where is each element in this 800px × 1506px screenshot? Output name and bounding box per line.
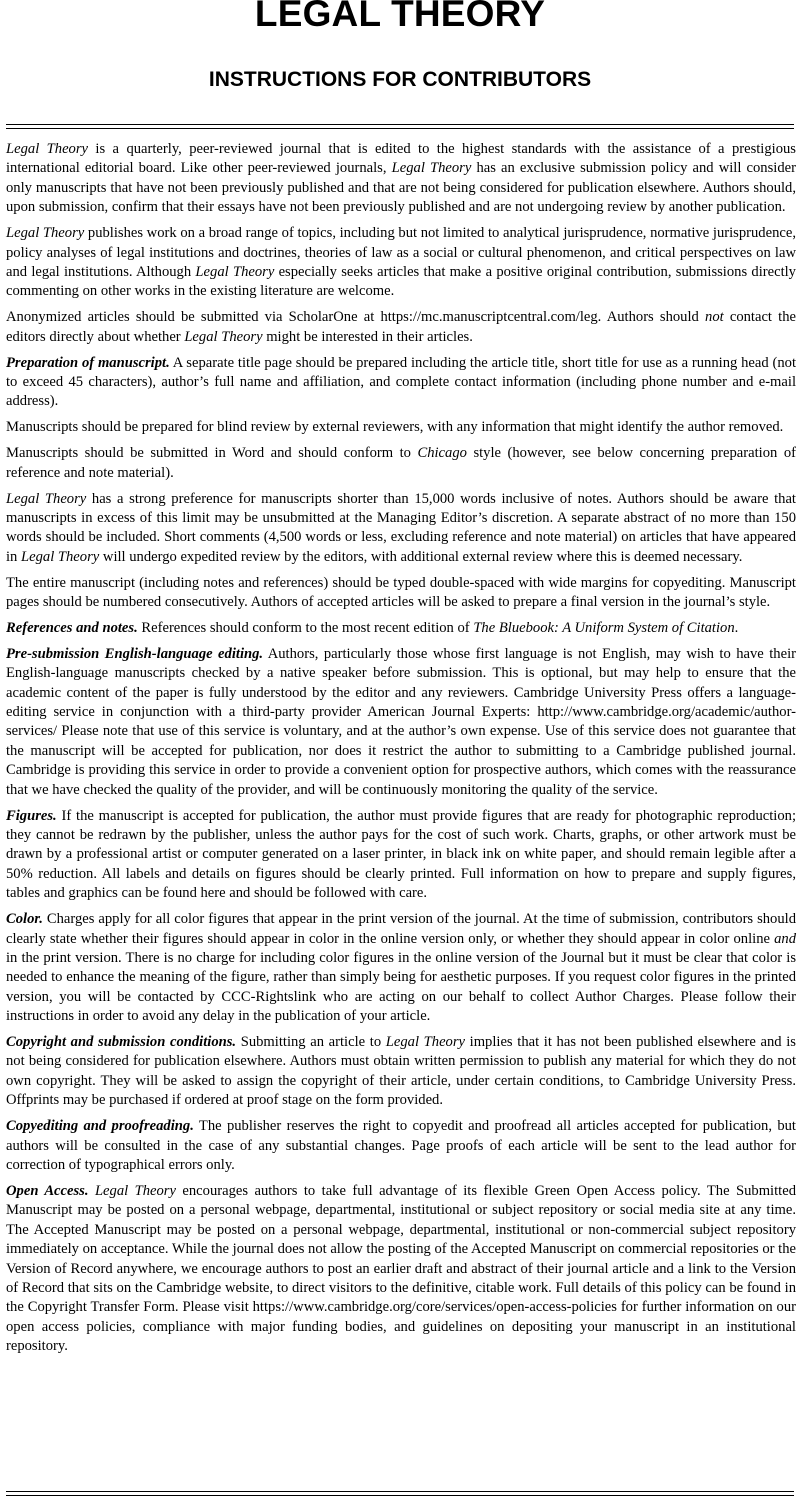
paragraph-text: If the manuscript is accepted for publication, the author must provide figures that are ready for photographic reproduction; they cannot be redrawn by the publisher, unless the author pays for the cost of such work. Charts, graphs, or other artwork must be drawn by a professional artist or computer generated on a laser printer, in black ink on white paper, and should remain legible after a 50% reduction. All labels and details on figures should be clearly printed. Full information on how to prepare and supply figures, tables and graphics can be found here and should be followed with care. xyxy=(6,807,796,902)
paragraph-color xyxy=(6,910,796,1026)
journal-name: Legal Theory xyxy=(6,141,88,157)
paragraph-language-editing xyxy=(6,645,796,800)
emphasis: The Bluebook: A Uniform System of Citation xyxy=(473,619,735,636)
bottom-rule xyxy=(6,1491,794,1492)
paragraph-text: A separate title page should be prepared including the article title, short title for use as a running head (not to exceed 45 characters), author’s full name and affiliation, and complete contact information (including phone number and e-mail address). xyxy=(6,354,796,410)
paragraph-submission xyxy=(6,308,796,347)
paragraph-open-access xyxy=(6,1182,796,1357)
paragraph-text: Manuscripts should be prepared for blind review by external reviewers, with any information that might identify the author removed. xyxy=(6,419,784,436)
paragraph-text: is a quarterly, peer-reviewed journal that is edited to the highest standards with the assistance of a prestigious international editorial board. Like other peer-reviewed journals, xyxy=(6,141,796,177)
journal-name: Legal Theory xyxy=(21,548,100,565)
journal-name: Legal Theory xyxy=(385,1034,465,1051)
section-lead: Open Access. xyxy=(6,1182,89,1199)
paragraph-text: Anonymized articles should be submitted via ScholarOne at https://mc.manuscriptcentral.com/leg. Authors should xyxy=(6,309,706,326)
page-title: LEGAL THEORY xyxy=(254,0,546,34)
page-subtitle: INSTRUCTIONS FOR CONTRIBUTORS xyxy=(208,68,592,91)
section-lead: Figures. xyxy=(6,807,57,824)
paragraph-text: References should conform to the most recent edition of xyxy=(137,619,474,636)
paragraph-text: . xyxy=(734,619,739,636)
section-lead: Copyediting and proofreading. xyxy=(6,1118,194,1135)
paragraph-text: The publisher reserves the right to copyedit and proofread all articles accepted for publication, but authors will be consulted in the case of any substantial changes. Page proofs of each article will be sent to the lead author for correction of typographical errors only. xyxy=(6,1118,796,1173)
paragraph-text: publishes work on a broad range of topics, including but not limited to analytical jurisprudence, normative jurisprudence, policy analyses of legal institutions and doctrines, theories of law as a social or cultural phenomenon, and critical perspectives on law and legal institutions. Although xyxy=(6,225,796,280)
paragraph-copyright xyxy=(6,1033,796,1111)
paragraph-proofreading xyxy=(6,1117,796,1175)
paragraph-text: Authors, particularly those whose first language is not English, may wish to have their English-language manuscripts checked by a native speaker before submission. This is optional, but may help to ensure that the academic content of the paper is fully understood by the editor and any reviewers. Cambridge University Press offers a language-editing service in conjunction with a third-party provider American Journal Experts: http://www.cambridge.org/academic/author-services/ Please note that use of this service is voluntary, and at the author’s own expense. Use of this service does not guarantee that the manuscript will be accepted for publication, nor does it restrict the author to submitting to a Cambridge published journal. Cambridge is providing this service in order to provide a convenient option for prospective authors, which comes with the reassurance that we have checked the quality of the provider, and will be continuously monitoring the quality of the service. xyxy=(6,645,796,798)
journal-name: Legal Theory xyxy=(391,160,472,177)
paragraph-text: implies that it has not been published elsewhere and is not being considered for publication elsewhere. Authors must obtain written permission to publish any material for which they do not own copyright. They will be asked to assign the copyright of their article, under certain conditions, to Cambridge University Press. Offprints may be purchased if ordered at proof stage on the form provided. xyxy=(6,1034,796,1109)
paragraph-style xyxy=(6,444,796,483)
section-lead: Pre-submission English-language editing. xyxy=(6,645,264,662)
emphasis: Chicago xyxy=(417,445,467,462)
paragraph-text: Submitting an article to xyxy=(236,1034,386,1051)
paragraph-about xyxy=(6,140,796,218)
paragraph-formatting xyxy=(6,574,796,613)
paragraph-text: in the print version. There is no charge for including color figures in the online version of the Journal but it must be clear that color is needed to enhance the meaning of the figure, rather than simply being for aesthetic purposes. If you request color figures in the printed version, you will be contacted by CCC-Rightslink who are acting on our behalf to collect Author Charges. Please follow their instructions in order to avoid any delay in the publication of your article. xyxy=(6,949,796,1025)
paragraph-text: The entire manuscript (including notes and references) should be typed double-spaced with wide margins for copyediting. Manuscript pages should be numbered consecutively. Authors of accepted articles will be asked to prepare a final version in the journal’s style. xyxy=(6,574,796,611)
paragraph-length xyxy=(6,490,796,568)
top-rule-double xyxy=(6,128,794,129)
bottom-rule-double xyxy=(6,1495,794,1496)
paragraph-text: contact the editors directly about whether xyxy=(6,309,796,345)
paragraph-text: encourages authors to take full advantage of its flexible Green Open Access policy. The Submitted Manuscript may be posted on a personal webpage, departmental, institutional or subject repository or social media site at any time. The Accepted Manuscript may be posted on a personal webpage, departmental, institutional or non-commercial subject repository immediately on acceptance. While the journal does not allow the posting of the Accepted Manuscript on commercial repositories or the Version of Record anywhere, we encourage authors to post an earlier draft and abstract of their journal article and a link to the Version of Record that sits on the Cambridge website, to direct visitors to the definitive, citable work. Full details of this policy can be found in the Copyright Transfer Form. Please visit https://www.cambridge.org/core/services/open-access-policies for further information on our open access policies, compliance with major funding bodies, and guidelines on depositing your manuscript in an institutional repository. xyxy=(6,1182,796,1355)
journal-name: Legal Theory xyxy=(195,263,275,280)
paragraph-figures xyxy=(6,807,796,904)
paragraph-text: will undergo expedited review by the editors, with additional external review where this is deemed necessary. xyxy=(99,548,743,565)
emphasis: and xyxy=(774,930,796,947)
paragraph-text: Manuscripts should be submitted in Word and should conform to xyxy=(6,445,418,462)
paragraph-text: style (however, see below concerning preparation of reference and note material). xyxy=(6,445,796,481)
paragraph-text: Charges apply for all color figures that appear in the print version of the journal. At the time of submission, contributors should clearly state whether their figures should appear in color in the online version only, or whether they should appear in color online xyxy=(6,911,796,947)
paragraph-scope xyxy=(6,224,796,302)
paragraph-text: has an exclusive submission policy and will consider only manuscripts that have not been previously published and that are not being considered for publication elsewhere. Authors should, upon submission, confirm that their essays have not been previously published and are not undergoing review by another publication. xyxy=(6,160,796,216)
section-lead: Color. xyxy=(6,911,43,928)
paragraph-text: especially seeks articles that make a positive original contribution, submissions directly commenting on other works in the existing literature are welcome. xyxy=(6,263,796,300)
instructions-body xyxy=(6,140,796,1363)
top-rule xyxy=(6,124,794,125)
section-lead: Copyright and submission conditions. xyxy=(6,1034,237,1051)
paragraph-preparation xyxy=(6,354,796,412)
journal-name: Legal Theory xyxy=(184,328,263,345)
journal-name: Legal Theory xyxy=(6,225,85,242)
journal-name: Legal Theory xyxy=(94,1182,176,1199)
paragraph-text: has a strong preference for manuscripts shorter than 15,000 words inclusive of notes. Authors should be aware that manuscripts in excess of this limit may be unsubmitted at the Managing Editor’s discretion. A separate abstract of no more than 150 words should be included. Short comments (4,500 words or less, excluding reference and note material) on articles that have appeared in xyxy=(6,490,796,565)
paragraph-references xyxy=(6,619,796,638)
paragraph-text: might be interested in their articles. xyxy=(262,328,473,345)
journal-name: Legal Theory xyxy=(6,490,87,507)
paragraph-blind-review xyxy=(6,418,796,437)
emphasis: not xyxy=(705,309,724,326)
section-lead: References and notes. xyxy=(6,619,138,636)
section-lead: Preparation of manuscript. xyxy=(6,354,170,371)
